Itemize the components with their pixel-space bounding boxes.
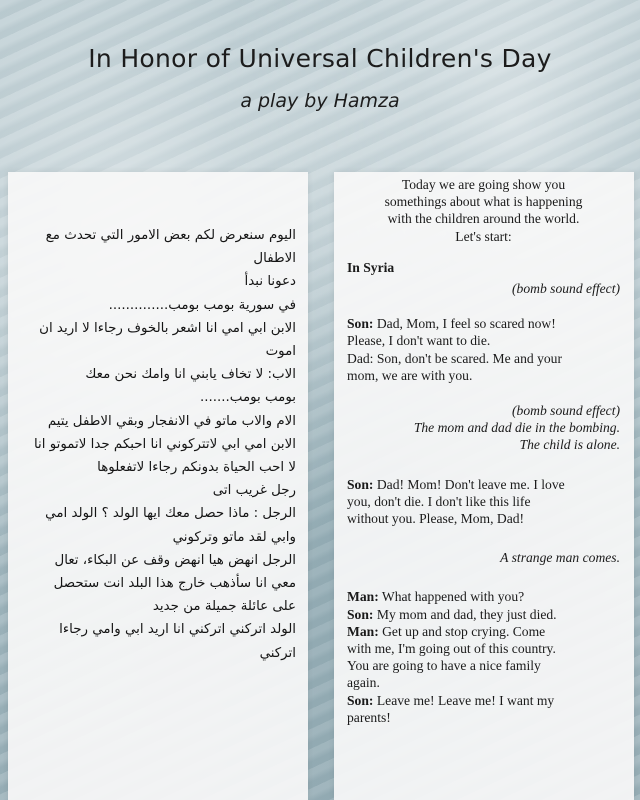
arabic-line: الرجل : ماذا حصل معك ايها الولد ؟ الولد امي <box>45 506 296 522</box>
arabic-line: الولد اتركني اتركني انا اريد ابي وامي رجاءا <box>59 622 296 638</box>
dialogue-line: mom, we are with you. <box>347 367 473 383</box>
scene-heading: In Syria <box>347 259 395 275</box>
dialogue-line: you, don't die. I don't like this life <box>347 493 531 509</box>
line-text: Leave me! Leave me! I want my <box>373 692 555 708</box>
arabic-line: الابن ابي امي انا اشعر بالخوف رجاءا لا اريد ان <box>39 320 296 336</box>
page-title: In Honor of Universal Children's Day <box>88 44 552 73</box>
line-text: Get up and stop crying. Come <box>378 623 546 639</box>
intro-line: with the children around the world. <box>387 211 580 227</box>
dialogue-line: with me, I'm going out of this country. <box>347 641 556 657</box>
arabic-script-panel <box>8 172 308 800</box>
line-text: Dad! Mom! Don't leave me. I love <box>373 476 565 492</box>
stage-direction: The mom and dad die in the bombing. <box>413 420 620 436</box>
arabic-line: بومب بومب....... <box>200 390 296 406</box>
arabic-line: الاطفال <box>253 251 296 267</box>
dialogue-line <box>347 623 620 640</box>
intro-line: Today we are going show you <box>401 177 566 192</box>
arabic-line: اموت <box>265 344 296 360</box>
dialogue-line: Dad: Son, don't be scared. Me and your <box>347 350 562 366</box>
dialogue-line: again. <box>347 675 380 691</box>
speaker: Son: <box>347 606 374 622</box>
arabic-line: في سورية بومب بومب.............. <box>108 297 296 313</box>
arabic-line: لا احب الحياة بدونكم رجاءا لاتفعلوها <box>97 460 296 476</box>
sound-effect: (bomb sound effect) <box>512 281 620 297</box>
arabic-line: اليوم سنعرض لكم بعض الامور التي تحدث مع <box>45 228 296 243</box>
arabic-line: رجل غريب اتى <box>212 483 296 499</box>
dialogue-line <box>347 606 620 623</box>
speaker: Man: <box>347 623 379 639</box>
stage-direction: The child is alone. <box>519 437 620 453</box>
line-text: Dad, Mom, I feel so scared now! <box>373 316 556 332</box>
dialogue-line: without you. Please, Mom, Dad! <box>347 511 525 527</box>
stage-direction: A strange man comes. <box>500 550 620 566</box>
dialogue-line <box>347 476 620 493</box>
arabic-line: اتركني <box>259 645 296 661</box>
line-text: My mom and dad, they just died. <box>373 606 557 622</box>
dialogue-line: Please, I don't want to die. <box>347 333 491 349</box>
arabic-line: وابي لقد ماتو وتركوني <box>172 529 296 545</box>
dialogue-line <box>347 692 620 709</box>
line-text: What happened with you? <box>378 589 525 605</box>
arabic-line: الام والاب ماتو في الانفجار وبقي الاطفل يتيم <box>47 413 296 429</box>
intro-line: somethings about what is happening <box>384 194 583 210</box>
arabic-line: الابن امي ابي لاتتركوني انا احبكم جدا لاتموتو انا <box>33 436 296 452</box>
dialogue-line: You are going to have a nice family <box>347 658 541 674</box>
speaker: Man: <box>347 589 379 605</box>
page-subtitle: a play by Hamza <box>240 90 400 112</box>
sound-effect: (bomb sound effect) <box>512 403 620 419</box>
dialogue-line <box>347 588 620 605</box>
dialogue-line: parents! <box>347 709 391 725</box>
intro-line: Let's start: <box>455 228 512 244</box>
arabic-line: الرجل انهض هيا انهض وقف عن البكاء، تعال <box>54 552 296 568</box>
arabic-line: الاب: لا تخاف يابني انا وامك نحن معك <box>85 367 296 383</box>
arabic-line: معي انا سأذهب خارج هذا البلد انت ستحصل <box>53 576 296 592</box>
english-script-panel <box>334 172 634 800</box>
speaker: Son: <box>347 476 374 492</box>
dialogue-line <box>347 315 620 332</box>
speaker: Son: <box>347 316 374 332</box>
speaker: Son: <box>347 692 374 708</box>
arabic-line: دعونا نبدأ <box>244 274 296 290</box>
arabic-line: على عائلة جميلة من جديد <box>152 599 296 615</box>
